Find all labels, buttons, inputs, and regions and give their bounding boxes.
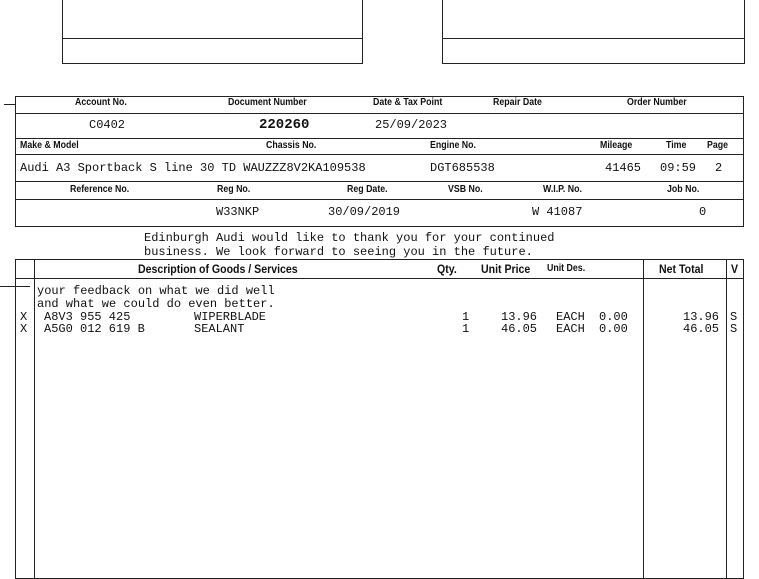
thank-you-line-1: Edinburgh Audi would like to thank you for your continued: [144, 231, 555, 245]
value-time: 09:59: [660, 161, 697, 175]
value-date-tax-point: 25/09/2023: [375, 118, 448, 132]
value-reg-date: 30/09/2019: [328, 205, 401, 219]
label-reference-no: Reference No.: [70, 184, 130, 195]
item-unit: EACH: [556, 310, 585, 324]
label-document-number: Document Number: [228, 97, 307, 108]
row-divider-5: [15, 199, 744, 200]
note-line-1: your feedback on what we did well: [37, 284, 275, 298]
margin-tick: [0, 286, 30, 287]
label-date-tax-point: Date & Tax Point: [373, 97, 443, 108]
header-unit-price: Unit Price: [481, 262, 531, 276]
header-net-total: Net Total: [659, 262, 704, 276]
col-divider-vat: [726, 259, 727, 579]
value-make-model-chassis: Audi A3 Sportback S line 30 TD WAUZZZ8V2KA109538: [20, 161, 366, 175]
label-job-no: Job No.: [667, 184, 700, 195]
label-reg-no: Reg No.: [217, 184, 251, 195]
row-divider-3: [15, 154, 744, 155]
item-net-total: 13.96: [683, 310, 720, 324]
address-box-right: [442, 0, 745, 64]
label-order-number: Order Number: [627, 97, 687, 108]
header-unit-des: Unit Des.: [547, 263, 586, 274]
value-wip-no: W 41087: [532, 205, 583, 219]
address-box-left: [62, 0, 363, 64]
col-divider-mark: [34, 259, 35, 579]
label-page: Page: [707, 140, 729, 151]
items-header-divider: [15, 278, 744, 279]
value-reg-no: W33NKP: [216, 205, 260, 219]
label-vsb-no: VSB No.: [448, 184, 483, 195]
item-vat-code: S: [730, 310, 738, 324]
item-unit: EACH: [556, 322, 585, 336]
address-box-right-divider: [442, 38, 745, 39]
item-part-no: A5G0 012 619 B: [44, 322, 145, 336]
label-time: Time: [666, 140, 687, 151]
value-page: 2: [715, 161, 723, 175]
item-unit-price: 13.96: [501, 310, 538, 324]
value-engine-no: DGT685538: [430, 161, 495, 175]
label-account-no: Account No.: [75, 97, 127, 108]
item-vat-code: S: [730, 322, 738, 336]
label-make-model: Make & Model: [20, 140, 79, 151]
item-discount: 0.00: [599, 310, 628, 324]
item-qty: 1: [462, 310, 470, 324]
address-box-left-divider: [62, 38, 363, 39]
value-account-no: C0402: [89, 118, 126, 132]
item-discount: 0.00: [599, 322, 628, 336]
value-mileage: 41465: [605, 161, 642, 175]
label-engine-no: Engine No.: [430, 140, 476, 151]
margin-mark: [4, 104, 16, 105]
row-divider-2: [15, 138, 744, 139]
row-divider-4: [15, 181, 744, 182]
header-qty: Qty.: [437, 262, 457, 276]
label-wip-no: W.I.P. No.: [543, 184, 582, 195]
item-mark: X: [20, 322, 28, 336]
label-reg-date: Reg Date.: [347, 184, 388, 195]
item-net-total: 46.05: [683, 322, 720, 336]
label-repair-date: Repair Date: [493, 97, 542, 108]
item-unit-price: 46.05: [501, 322, 538, 336]
col-divider-net-total: [643, 259, 644, 579]
note-line-2: and what we could do even better.: [37, 297, 275, 311]
header-description: Description of Goods / Services: [138, 262, 298, 276]
value-document-number: 220260: [259, 117, 310, 133]
value-job-no: 0: [699, 205, 707, 219]
thank-you-line-2: business. We look forward to seeing you in the future.: [144, 245, 533, 259]
item-mark: X: [20, 310, 28, 324]
header-vat: V: [731, 262, 739, 276]
label-chassis-no: Chassis No.: [266, 140, 317, 151]
item-description: SEALANT: [194, 322, 245, 336]
label-mileage: Mileage: [600, 140, 633, 151]
item-description: WIPERBLADE: [194, 310, 267, 324]
row-divider-1: [15, 113, 744, 114]
item-part-no: A8V3 955 425: [44, 310, 131, 324]
item-qty: 1: [462, 322, 470, 336]
